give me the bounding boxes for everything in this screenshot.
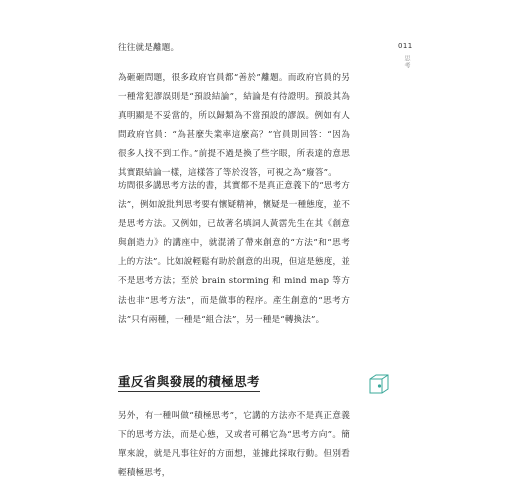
page-number: 011 [398, 42, 413, 50]
paragraph-1 [118, 39, 350, 58]
paragraph-2 [118, 69, 350, 184]
paragraph-text: 另外，有一種叫做“積極思考”，它講的方法亦不是真正意義下的思考方法，而是心態，又或者可稱它為“思考方向”。簡單來說，就是凡事往好的方面想，並據此採取行動。但別看輕積極思考， [118, 411, 350, 479]
running-head: 思考 [403, 55, 410, 69]
paragraph-4 [118, 407, 350, 483]
cube-icon [367, 372, 391, 396]
paragraph-text: 為砸砸問題，很多政府官員都“善於”離題。而政府官員的另一種常犯謬誤則是“預設結論”，結論是有待證明。預設其為真明顯是不妥當的，所以歸類為不當預設的謬誤。例如有人問政府官員：“為甚麼失業率這麼高？”官員則回答：“因為很多人找不到工作。”前提不過是換了些字眼，所表達的意思其實跟結論一樣，這樣答了等於沒答，可視之為“廢答”。 [118, 73, 350, 179]
paragraph-3 [118, 177, 350, 330]
section-heading: 重反省與發展的積極思考 [118, 374, 260, 392]
paragraph-text: 坊間很多講思考方法的書，其實都不是真正意義下的“思考方法”，例如說批判思考要有懷疑精神，懷疑是一種態度，並不是思考方法。又例如，已故著名填詞人黃霑先生在其《創意與創造力》的講座中，就混淆了帶來創意的“方法”和“思考上的方法”。比如說輕鬆有助於創意的出現，但這是態度，並不是思考方法；至於 brain storming 和 mind map 等方法也非“思考方法”，而是做事的程序。產生創意的“思考方法”只有兩種，一種是“組合法”，另一種是“轉換法”。 [118, 181, 350, 325]
paragraph-text: 往往就是離題。 [118, 43, 180, 53]
